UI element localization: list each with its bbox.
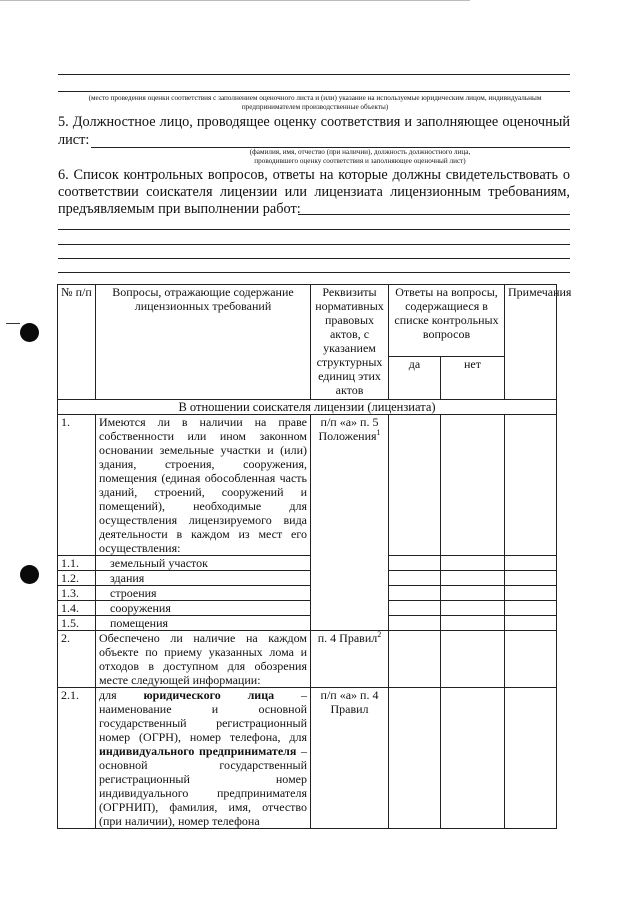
header-answers: Ответы на вопросы, содержащиеся в списке контрольных вопросов [389, 285, 505, 357]
row-requisites: п/п «а» п. 5 Положения$^1$ [311, 415, 389, 631]
row-num: 1. [58, 415, 96, 556]
row-question: для юридического лица – наименование и основной государственный регистрационный номер (ОГРН), номер телефона, для индивидуального предпринимателя – основной государственный регистрационный номер индивидуального предпринимателя (ОГРНИП), фамилия, имя, отчество (при наличии), номер телефона [96, 688, 311, 829]
item5-line1: 5. Должностное лицо, проводящее оценку соответствия и заполняющее оценочный [58, 114, 570, 130]
row-num: 1.2. [58, 571, 96, 586]
table-row [58, 601, 557, 616]
row-requisites: п/п «а» п. 4 Правил [311, 688, 389, 829]
answer-no-cell[interactable] [441, 556, 505, 571]
item6-blank-line-3 [58, 258, 570, 259]
header-num: № п/п [58, 285, 96, 400]
answer-no-cell[interactable] [441, 688, 505, 829]
row-question: здания [96, 571, 311, 586]
row-num: 1.4. [58, 601, 96, 616]
row-question: Обеспечено ли наличие на каждом объекте по приему указанных лома и отходов в доступном для обозрения месте следующей информации: [96, 631, 311, 688]
answer-yes-cell[interactable] [389, 601, 441, 616]
punch-hole-mark [6, 323, 20, 324]
table-row [58, 688, 557, 829]
notes-cell[interactable] [505, 556, 557, 571]
header-yes: да [389, 357, 441, 400]
punch-hole-top [20, 323, 39, 342]
item6-line1: 6. Список контрольных вопросов, ответы на которые должны свидетельствовать о [58, 167, 570, 183]
table-row [58, 556, 557, 571]
answer-yes-cell[interactable] [389, 571, 441, 586]
place-caption: (место проведения оценки соответствия с заполнением оценочного листа и (или) указание на используемые юридическим лицом, индивидуальным предпринимателем производственные объекты) [88, 94, 542, 111]
item6-blank-line-2 [58, 244, 570, 245]
answer-no-cell[interactable] [441, 586, 505, 601]
row-num: 1.5. [58, 616, 96, 631]
row-question: помещения [96, 616, 311, 631]
answer-yes-cell[interactable] [389, 586, 441, 601]
row-question: Имеются ли в наличии на праве собственности или ином законном основании земельные участки и (или) здания, строения, сооружения, помещения (единая обособленная часть зданий, строений, сооружений и помещений), необходимые для осуществления лицензируемого вида деятельности в каждом из мест его осуществления: [96, 415, 311, 556]
answer-yes-cell[interactable] [389, 616, 441, 631]
item5-caption-2: проводившего оценку соответствия и заполняющее оценочный лист) [254, 157, 466, 165]
table-row [58, 571, 557, 586]
row-question: сооружения [96, 601, 311, 616]
section-title: В отношении соискателя лицензии (лицензиата) [58, 400, 557, 415]
table-row [58, 631, 557, 688]
answer-yes-cell[interactable] [389, 688, 441, 829]
item5-line2: лист: [58, 132, 90, 148]
item6-line3: предъявляемым при выполнении работ: [58, 201, 301, 217]
row-question: земельный участок [96, 556, 311, 571]
notes-cell[interactable] [505, 688, 557, 829]
notes-cell[interactable] [505, 586, 557, 601]
table-row [58, 616, 557, 631]
item5-caption-1: (фамилия, имя, отчество (при наличии), должность должностного лица, [249, 148, 471, 156]
scan-top-edge [0, 0, 470, 1]
table-row [58, 586, 557, 601]
answer-yes-cell[interactable] [389, 415, 441, 556]
item6-blank-line-4 [58, 272, 570, 273]
row-question: строения [96, 586, 311, 601]
answer-yes-cell[interactable] [389, 631, 441, 688]
answer-no-cell[interactable] [441, 415, 505, 556]
header-question: Вопросы, отражающие содержание лицензионных требований [96, 285, 311, 400]
header-requisites: Реквизиты нормативных правовых актов, с указанием структурных единиц этих актов [311, 285, 389, 400]
header-no: нет [441, 357, 505, 400]
answer-no-cell[interactable] [441, 601, 505, 616]
row-num: 2. [58, 631, 96, 688]
checklist-table [57, 284, 572, 829]
answer-no-cell[interactable] [441, 616, 505, 631]
notes-cell[interactable] [505, 415, 557, 556]
notes-cell[interactable] [505, 631, 557, 688]
answer-yes-cell[interactable] [389, 556, 441, 571]
notes-cell[interactable] [505, 601, 557, 616]
notes-cell[interactable] [505, 571, 557, 586]
blank-line-place-2 [58, 91, 570, 92]
row-requisites: п. 4 Правил$^2$ [311, 631, 389, 688]
notes-cell[interactable] [505, 616, 557, 631]
item6-blank-line-1 [58, 229, 570, 230]
item6-blank-line-0 [298, 214, 570, 215]
punch-hole-bottom [20, 565, 39, 584]
blank-line-place-1 [58, 74, 570, 75]
header-notes: Примечания [505, 285, 557, 400]
row-num: 2.1. [58, 688, 96, 829]
answer-no-cell[interactable] [441, 631, 505, 688]
item6-line2: соответствии соискателя лицензии или лицензиата лицензионным требованиям, [58, 184, 570, 200]
row-num: 1.3. [58, 586, 96, 601]
row-num: 1.1. [58, 556, 96, 571]
answer-no-cell[interactable] [441, 571, 505, 586]
table-row [58, 415, 557, 556]
